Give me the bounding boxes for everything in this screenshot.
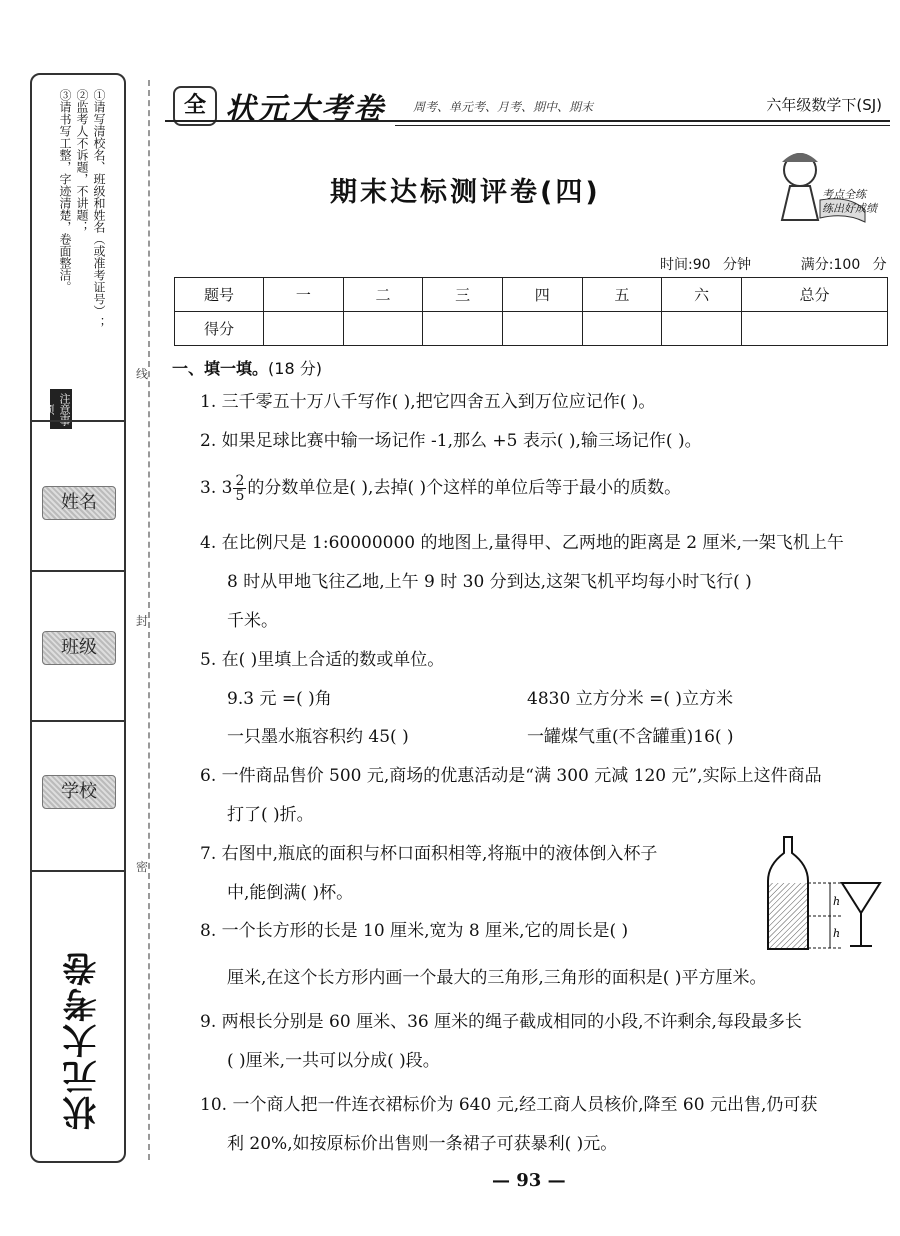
score-cell[interactable] bbox=[343, 312, 423, 346]
note-2: ②监考人不诉题，不讲题； bbox=[75, 89, 89, 233]
question-7-line-1: 7. 右图中,瓶底的面积与杯口面积相等,将瓶中的液体倒入杯子 bbox=[200, 844, 658, 864]
cut-mark-secret: 密 bbox=[136, 860, 149, 874]
height-label: h bbox=[833, 927, 841, 940]
header-cell: 三 bbox=[423, 278, 503, 312]
height-label: h bbox=[833, 895, 841, 908]
header-cell: 四 bbox=[502, 278, 582, 312]
score-cell[interactable] bbox=[264, 312, 344, 346]
table-row bbox=[175, 312, 888, 346]
question-5: 5. 在( )里填上合适的数或单位。 bbox=[200, 650, 445, 670]
mascot-badge: 考点全练 练出好成绩 bbox=[822, 188, 877, 215]
header-cell: 总分 bbox=[741, 278, 887, 312]
fraction: $\frac{2}{5}$ bbox=[235, 473, 245, 504]
question-5-c: 一只墨水瓶容积约 45( ) bbox=[227, 727, 409, 747]
brand-title: 状元大考卷 bbox=[225, 92, 385, 127]
grade-label: 六年级数学下(SJ) bbox=[766, 96, 882, 114]
notes-heading: 注意事项 bbox=[50, 389, 72, 429]
question-2: 2. 如果足球比赛中输一场记作 -1,那么 +5 表示( ),输三场记作( )。 bbox=[200, 431, 702, 451]
question-6-line-1: 6. 一件商品售价 500 元,商场的优惠活动是“满 300 元减 120 元”,实际上这件商品 bbox=[200, 766, 822, 786]
binding-sidebar bbox=[30, 73, 126, 1163]
question-10-line-2: 利 20%,如按原标价出售则一条裙子可获暴利( )元。 bbox=[227, 1134, 618, 1154]
school-field[interactable]: 学校 bbox=[42, 775, 116, 809]
bottle-cup-illustration bbox=[758, 835, 884, 953]
score-cell[interactable] bbox=[582, 312, 662, 346]
header-cell: 一 bbox=[264, 278, 344, 312]
question-4-line-2: 8 时从甲地飞往乙地,上午 9 时 30 分到达,这架飞机平均每小时飞行( ) bbox=[227, 572, 752, 592]
score-table bbox=[174, 277, 888, 346]
exam-meta bbox=[660, 254, 887, 274]
score-cell[interactable] bbox=[741, 312, 887, 346]
question-6-line-2: 打了( )折。 bbox=[227, 805, 314, 825]
score-cell[interactable] bbox=[423, 312, 503, 346]
question-5-b: 4830 立方分米 =( )立方米 bbox=[527, 689, 733, 709]
cut-mark-line: 线 bbox=[136, 367, 149, 381]
cut-line bbox=[148, 80, 150, 1160]
header-cell: 题号 bbox=[175, 278, 264, 312]
table-row bbox=[175, 278, 888, 312]
publisher-logo: 全 bbox=[173, 86, 217, 126]
question-7-line-2: 中,能倒满( )杯。 bbox=[227, 883, 354, 903]
header-subtitle: 周考、单元考、月考、期中、期末 bbox=[413, 100, 594, 114]
header-cell: 二 bbox=[343, 278, 423, 312]
full-score: 满分:100 分 bbox=[800, 257, 887, 273]
score-cell[interactable] bbox=[502, 312, 582, 346]
sidebar-logo: 状元大考卷 bbox=[63, 950, 103, 1130]
page-number: — 93 — bbox=[492, 1170, 566, 1191]
question-9-line-2: ( )厘米,一共可以分成( )段。 bbox=[227, 1051, 440, 1071]
cut-mark-seal: 封 bbox=[136, 614, 149, 628]
question-4-line-3: 千米。 bbox=[227, 611, 278, 631]
time-limit: 时间:90 分钟 bbox=[660, 257, 751, 273]
question-1: 1. 三千零五十万八千写作( ),把它四舍五入到万位应记作( )。 bbox=[200, 392, 656, 412]
score-label: 得分 bbox=[175, 312, 264, 346]
name-field[interactable]: 姓名 bbox=[42, 486, 116, 520]
exam-notes bbox=[44, 89, 116, 429]
score-cell[interactable] bbox=[662, 312, 742, 346]
note-3: ③请书写工整，字迹清楚，卷面整洁。 bbox=[58, 89, 72, 293]
header-cell: 五 bbox=[582, 278, 662, 312]
class-field[interactable]: 班级 bbox=[42, 631, 116, 665]
note-1: ①请写清校名、班级和姓名（或准考证号）； bbox=[92, 89, 106, 329]
question-5-a: 9.3 元 =( )角 bbox=[227, 689, 332, 709]
question-3: 3. 3 $\frac{2}{5}$ 的分数单位是( ),去掉( )个这样的单位后等于最小的质数。 bbox=[200, 473, 682, 504]
question-5-d: 一罐煤气重(不含罐重)16( ) bbox=[527, 727, 734, 747]
page-title: 期末达标测评卷(四) bbox=[330, 177, 601, 208]
question-10-line-1: 10. 一个商人把一件连衣裙标价为 640 元,经工商人员核价,降至 60 元出售,仍可获 bbox=[200, 1095, 818, 1115]
header-cell: 六 bbox=[662, 278, 742, 312]
question-8-line-2: 厘米,在这个长方形内画一个最大的三角形,三角形的面积是( )平方厘米。 bbox=[227, 968, 767, 988]
question-8-line-1: 8. 一个长方形的长是 10 厘米,宽为 8 厘米,它的周长是( ) bbox=[200, 921, 629, 941]
section-heading: 一、填一填。(18 分) bbox=[172, 359, 322, 378]
page-header bbox=[165, 82, 890, 128]
mascot-icon bbox=[760, 140, 870, 230]
question-9-line-1: 9. 两根长分别是 60 厘米、36 厘米的绳子截成相同的小段,不许剩余,每段最多长 bbox=[200, 1012, 802, 1032]
question-4-line-1: 4. 在比例尺是 1:60000000 的地图上,量得甲、乙两地的距离是 2 厘米,一架飞机上午 bbox=[200, 533, 844, 553]
